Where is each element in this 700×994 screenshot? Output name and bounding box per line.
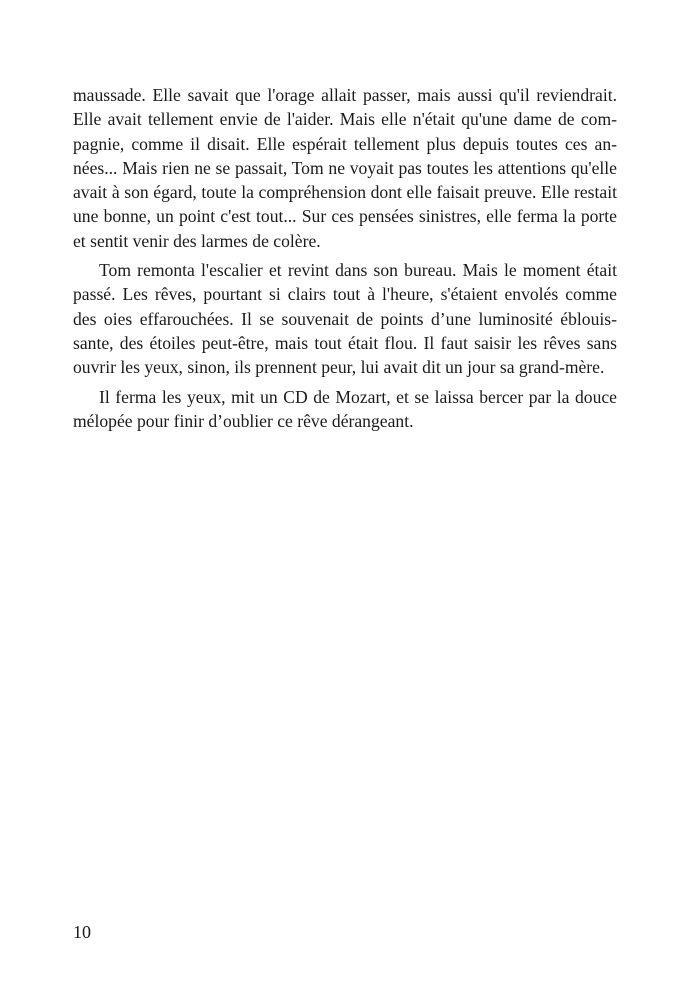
text-line: une bonne, un point c'est tout... Sur ces pensées sinistres, elle ferma la porte: [73, 206, 617, 227]
text-line: Il ferma les yeux, mit un CD de Mozart, et se laissa bercer par la douce: [99, 386, 617, 407]
text-line: maussade. Elle savait que l'orage allait passer, mais aussi qu'il reviendrait.: [73, 85, 617, 105]
text-line: pagnie, comme il disait. Elle espérait tellement plus depuis toutes ces an-: [73, 133, 617, 154]
text-line: Elle avait tellement envie de l'aider. Mais elle n'était qu'une dame de com-: [73, 109, 617, 130]
page-number: 10: [73, 922, 91, 942]
body-text: [73, 83, 617, 433]
paragraph-2: [73, 258, 617, 379]
text-line: avait à son égard, toute la compréhension dont elle faisait preuve. Elle restait: [73, 182, 617, 203]
paragraph-3: [73, 385, 617, 434]
text-line: sante, des étoiles peut-être, mais tout était flou. Il faut saisir les rêves sans: [73, 332, 617, 353]
text-line: et sentit venir des larmes de colère.: [73, 230, 321, 251]
text-line: des oies effarouchées. Il se souvenait de points d’une luminosité éblouis-: [73, 308, 617, 329]
text-line: nées... Mais rien ne se passait, Tom ne voyait pas toutes les attentions qu'elle: [73, 157, 617, 178]
text-line: ouvrir les yeux, sinon, ils prennent peur, lui avait dit un jour sa grand-mère.: [73, 357, 605, 378]
text-line: mélopée pour finir d’oublier ce rêve dérangeant.: [73, 410, 414, 431]
paragraph-1: [73, 83, 617, 253]
text-line: Tom remonta l'escalier et revint dans son bureau. Mais le moment était: [99, 260, 617, 281]
text-line: passé. Les rêves, pourtant si clairs tout à l'heure, s'étaient envolés comme: [73, 284, 617, 305]
